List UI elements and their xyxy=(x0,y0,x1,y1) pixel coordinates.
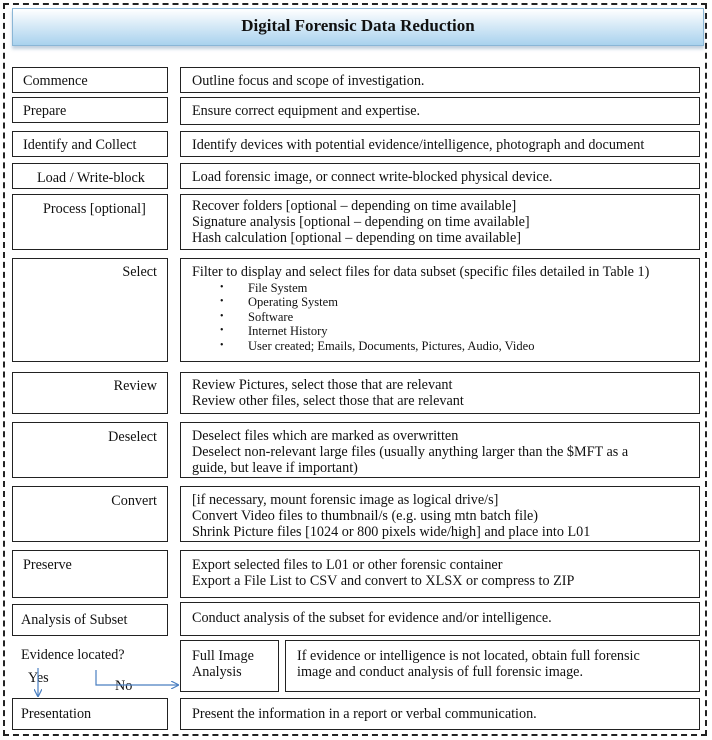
step-desc-review: Review Pictures, select those that are relevant Review other files, select those that are relevant xyxy=(180,372,700,414)
diagram-title: Digital Forensic Data Reduction xyxy=(12,8,704,46)
list-item: • Operating System xyxy=(248,295,699,309)
full-image-label-box: Full Image Analysis xyxy=(180,640,279,692)
step-label-load: Load / Write-block xyxy=(12,163,168,189)
step-desc-prepare: Ensure correct equipment and expertise. xyxy=(180,97,700,125)
step-desc-identify: Identify devices with potential evidence/intelligence, photograph and document xyxy=(180,131,700,157)
step-desc-preserve: Export selected files to L01 or other forensic container Export a File List to CSV and convert to XLSX or compress to ZIP xyxy=(180,550,700,598)
step-label-prepare: Prepare xyxy=(12,97,168,123)
list-item: • File System xyxy=(248,281,699,295)
list-item: • Software xyxy=(248,310,699,324)
step-desc-presentation: Present the information in a report or verbal communication. xyxy=(180,698,700,730)
step-desc-commence: Outline focus and scope of investigation. xyxy=(180,67,700,93)
step-desc-analysis: Conduct analysis of the subset for evidence and/or intelligence. xyxy=(180,602,700,636)
step-label-presentation: Presentation xyxy=(12,698,168,730)
step-label-convert: Convert xyxy=(12,486,168,542)
step-label-select: Select xyxy=(12,258,168,362)
step-label-process: Process [optional] xyxy=(12,194,168,250)
step-desc-load: Load forensic image, or connect write-blocked physical device. xyxy=(180,163,700,189)
decision-question: Evidence located? xyxy=(21,647,125,663)
step-label-identify: Identify and Collect xyxy=(12,131,168,157)
step-label-preserve: Preserve xyxy=(12,550,168,598)
step-label-deselect: Deselect xyxy=(12,422,168,478)
step-desc-process: Recover folders [optional – depending on time available] Signature analysis [optional – depending on time available] Hash calculation [optional – depending on time available] xyxy=(180,194,700,250)
list-item: • User created; Emails, Documents, Pictures, Audio, Video xyxy=(248,339,699,353)
step-desc-select: Filter to display and select files for data subset (specific files detailed in Table 1) • File System • Operating System • Software • Internet History • User created; Emails, Documents, Pictures, Audio, Video xyxy=(180,258,700,362)
full-image-desc-box: If evidence or intelligence is not located, obtain full forensic image and conduct analysis of full forensic image. xyxy=(285,640,700,692)
yes-label: Yes xyxy=(28,670,49,686)
step-label-analysis: Analysis of Subset xyxy=(12,604,168,636)
list-item: • Internet History xyxy=(248,324,699,338)
no-arrow xyxy=(96,670,178,685)
step-label-commence: Commence xyxy=(12,67,168,93)
no-label: No xyxy=(115,678,133,694)
step-label-review: Review xyxy=(12,372,168,414)
step-desc-deselect: Deselect files which are marked as overwritten Deselect non-relevant large files (usually anything larger than the $MFT as a guide, but leave if important) xyxy=(180,422,700,478)
step-desc-convert: [if necessary, mount forensic image as logical drive/s] Convert Video files to thumbnail/s (e.g. using mtn batch file) Shrink Picture files [1024 or 800 pixels wide/high] and place into L01 xyxy=(180,486,700,542)
